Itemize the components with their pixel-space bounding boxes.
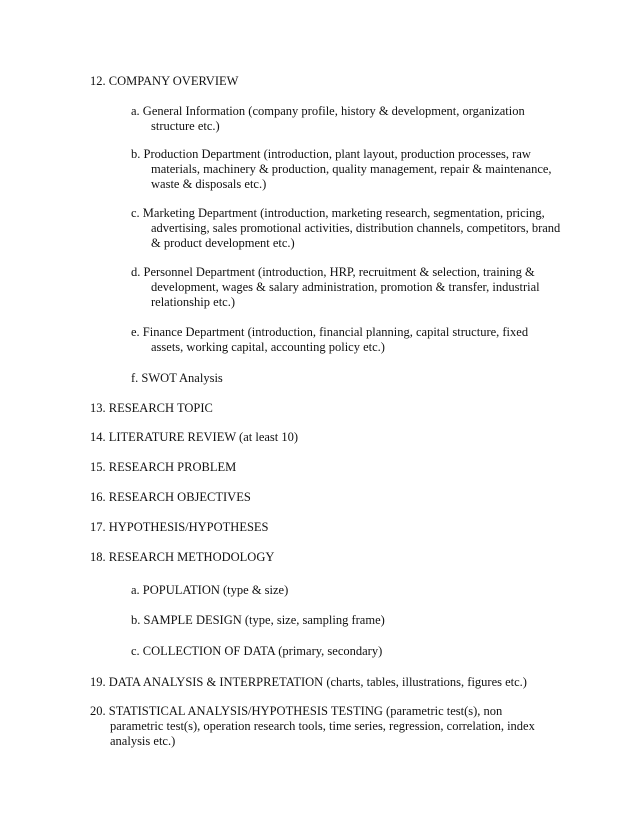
sub-production-department-line-3: waste & disposals etc.): [151, 177, 267, 191]
heading-statistical-analysis-line-2: parametric test(s), operation research tools, time series, regression, correlation, index: [110, 719, 535, 733]
sub-swot-analysis: [131, 371, 223, 386]
sub-population-text: a. POPULATION (type & size): [131, 583, 289, 597]
heading-statistical-analysis: [90, 704, 535, 749]
heading-research-problem: 15. RESEARCH PROBLEM: [90, 460, 237, 474]
sub-collection-of-data: [131, 644, 382, 659]
sub-general-information: [131, 104, 525, 134]
sub-personnel-department-line-2: development, wages & salary administration, promotion & transfer, industrial: [151, 280, 540, 294]
sub-production-department-line-2: materials, machinery & production, quality management, repair & maintenance,: [151, 162, 552, 176]
heading-research-topic: 13. RESEARCH TOPIC: [90, 401, 213, 415]
sub-finance-department-line-1: e. Finance Department (introduction, financial planning, capital structure, fixed: [131, 325, 529, 339]
heading-research-methodology: 18. RESEARCH METHODOLOGY: [90, 550, 275, 564]
sub-population: [131, 583, 288, 598]
sub-production-department: [131, 147, 552, 192]
sub-personnel-department-line-3: relationship etc.): [151, 295, 235, 309]
heading-company-overview: 12. COMPANY OVERVIEW: [90, 74, 239, 88]
heading-literature-review: 14. LITERATURE REVIEW (at least 10): [90, 430, 299, 444]
sub-general-information-line-1: a. General Information (company profile, history & development, organization: [131, 104, 525, 118]
sub-swot-analysis-text: f. SWOT Analysis: [131, 371, 223, 385]
sub-production-department-line-1: b. Production Department (introduction, plant layout, production processes, raw: [131, 147, 531, 161]
heading-statistical-analysis-line-3: analysis etc.): [110, 734, 176, 748]
sub-marketing-department-line-2: advertising, sales promotional activities, distribution channels, competitors, brand: [151, 221, 561, 235]
sub-marketing-department-line-3: & product development etc.): [151, 236, 295, 250]
sub-personnel-department-line-1: d. Personnel Department (introduction, HRP, recruitment & selection, training &: [131, 265, 535, 279]
heading-data-analysis: 19. DATA ANALYSIS & INTERPRETATION (charts, tables, illustrations, figures etc.): [90, 675, 527, 689]
sub-personnel-department: [131, 265, 540, 310]
sub-general-information-line-2: structure etc.): [151, 119, 220, 133]
sub-marketing-department: [131, 206, 560, 251]
sub-finance-department: [131, 325, 528, 355]
sub-sample-design: [131, 613, 385, 628]
heading-research-objectives: 16. RESEARCH OBJECTIVES: [90, 490, 251, 504]
sub-collection-of-data-text: c. COLLECTION OF DATA (primary, secondary): [131, 644, 383, 658]
sub-finance-department-line-2: assets, working capital, accounting policy etc.): [151, 340, 385, 354]
heading-hypothesis: 17. HYPOTHESIS/HYPOTHESES: [90, 520, 269, 534]
sub-marketing-department-line-1: c. Marketing Department (introduction, marketing research, segmentation, pricing,: [131, 206, 545, 220]
heading-statistical-analysis-line-1: 20. STATISTICAL ANALYSIS/HYPOTHESIS TESTING (parametric test(s), non: [90, 704, 503, 718]
sub-sample-design-text: b. SAMPLE DESIGN (type, size, sampling frame): [131, 613, 385, 627]
